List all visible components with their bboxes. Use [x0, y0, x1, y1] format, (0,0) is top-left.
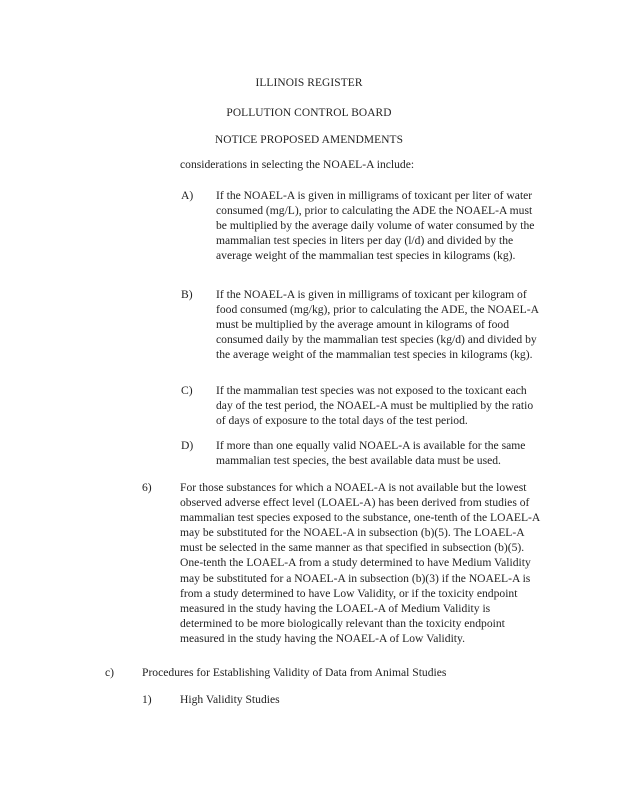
subsection-1-heading: High Validity Studies — [180, 693, 280, 706]
notice-title: NOTICE PROPOSED AMENDMENTS — [214, 134, 404, 146]
item-d-label: D) — [181, 439, 194, 452]
intro-paragraph: considerations in selecting the NOAEL-A include: — [180, 158, 415, 171]
item-c-text: If the mammalian test species was not exposed to the toxicant each day of the test period, the NOAEL-A must be multiplied by the ratio of days of exposure to the total days of the test period. — [216, 384, 534, 428]
section-c-label: c) — [105, 666, 115, 679]
item-b-text: If the NOAEL-A is given in milligrams of toxicant per kilogram of food consumed (mg/kg), prior to calculating the ADE, the NOAEL-A must be multiplied by the average amount in kilograms of food consumed daily by the mammalian test species (kg/d) and divided by the average weight of the mammalian test species in kilograms (kg). — [216, 288, 539, 362]
section-6-label: 6) — [142, 481, 152, 494]
register-title: ILLINOIS REGISTER — [255, 77, 363, 89]
item-a-label: A) — [181, 189, 194, 202]
item-a-text: If the NOAEL-A is given in milligrams of toxicant per liter of water consumed (mg/L), prior to calculating the ADE the NOAEL-A must be multiplied by the average daily volume of water consumed by the mammalian test species in liters per day (l/d) and divided by the average weight of the mammalian test species in kilograms (kg). — [216, 189, 535, 263]
item-c-label: C) — [181, 384, 193, 397]
item-b-label: B) — [181, 288, 193, 301]
board-name: POLLUTION CONTROL BOARD — [226, 107, 392, 119]
section-c-heading: Procedures for Establishing Validity of Data from Animal Studies — [142, 666, 447, 679]
section-6-text: For those substances for which a NOAEL-A is not available but the lowest observed adverse effect level (LOAEL-A) has been derived from studies of mammalian test species exposed to the substance, one-tenth of the LOAEL-A may be substituted for the NOAEL-A in subsection (b)(5). The LOAEL-A must be selected in the same manner as that specified in subsection (b)(5). One-tenth the LOAEL-A from a study determined to have Medium Validity may be substituted for a NOAEL-A in subsection (b)(3) if the NOAEL-A is from a study determined to have Low Validity, or if the toxicity endpoint measured in the study having the LOAEL-A of Medium Validity is determined to be more biologically relevant than the toxicity endpoint measured in the study having the NOAEL-A of Low Validity. — [180, 481, 540, 645]
subsection-1-label: 1) — [142, 693, 152, 706]
item-d-text: If more than one equally valid NOAEL-A is available for the same mammalian test species, the best available data must be used. — [216, 439, 526, 468]
